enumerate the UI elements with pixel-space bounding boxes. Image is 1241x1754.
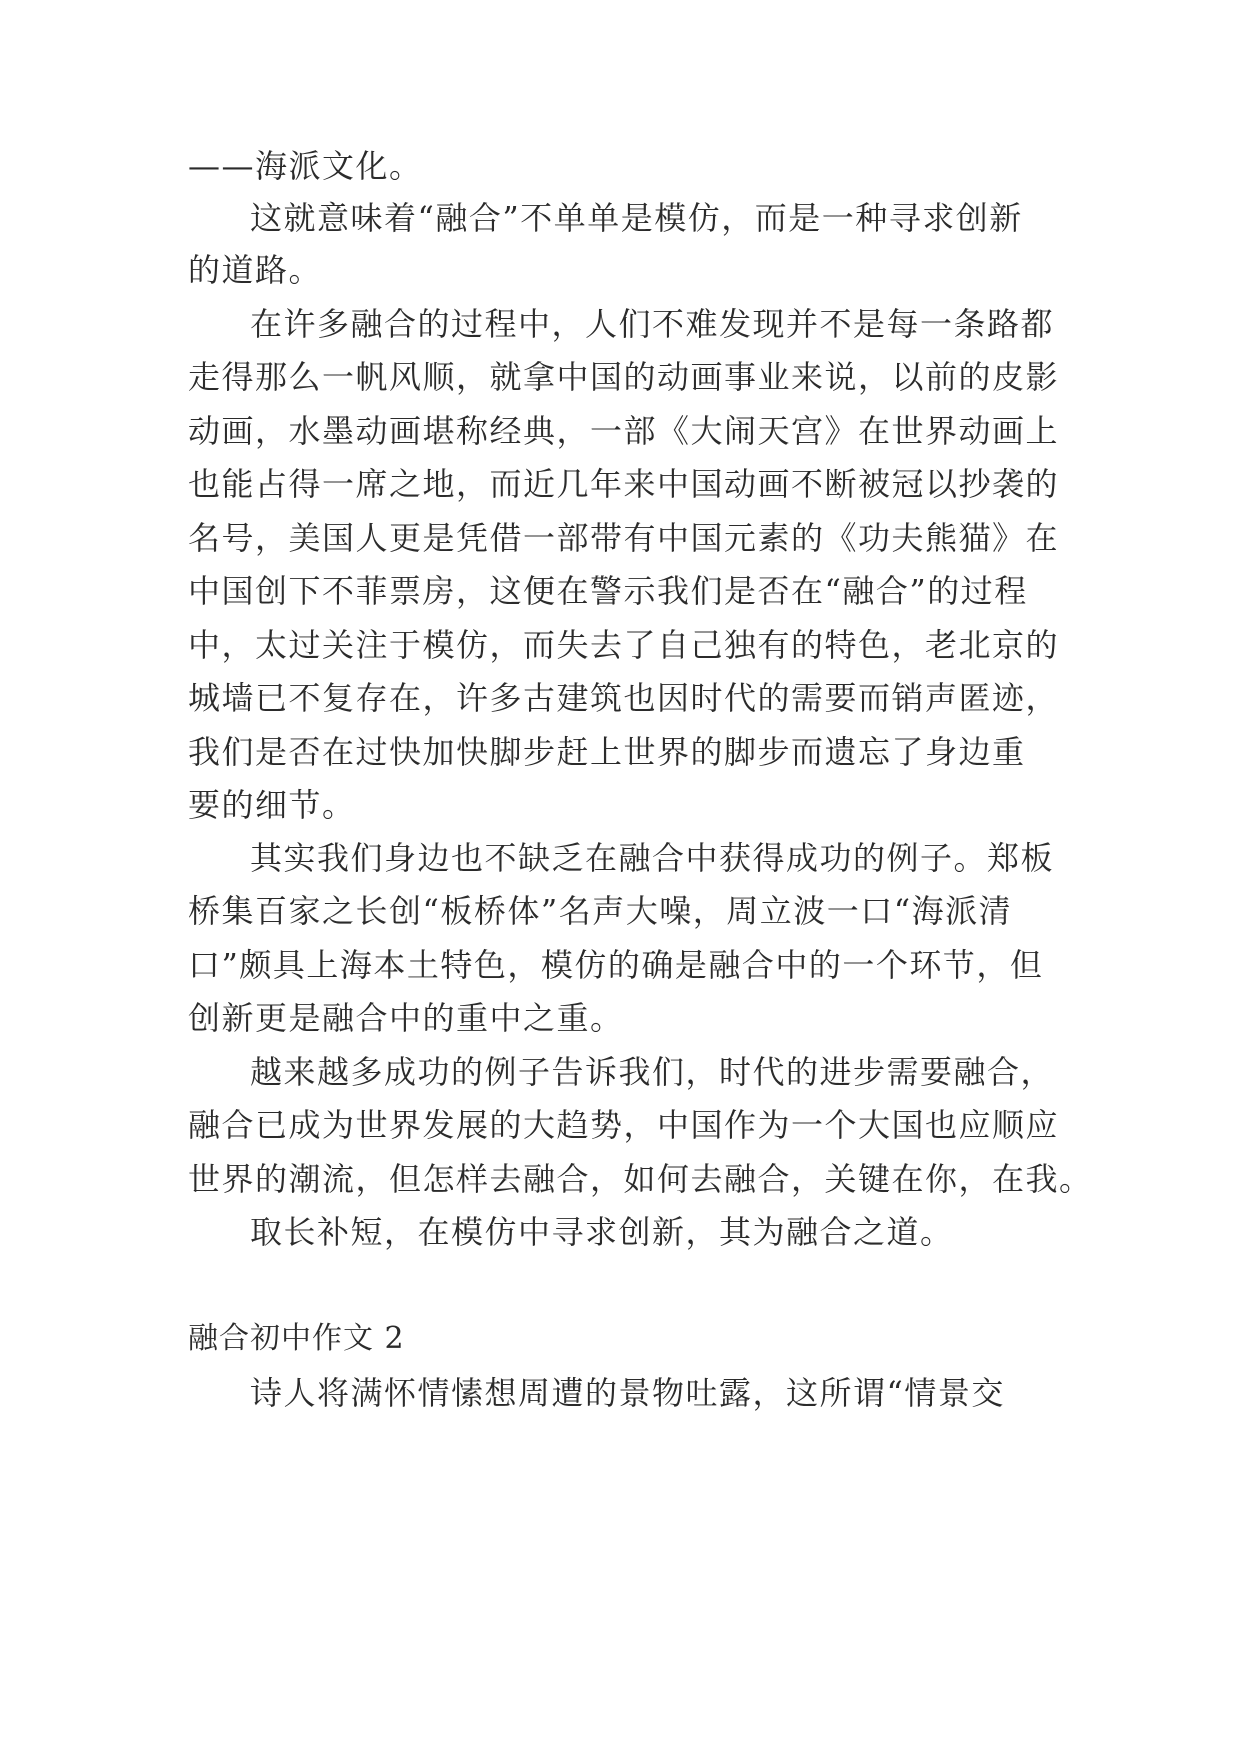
paragraph-line: 要的细节。 xyxy=(188,786,356,824)
paragraph-line: 创新更是融合中的重中之重。 xyxy=(188,999,624,1037)
paragraph-line: 这就意味着“融合”不单单是模仿，而是一种寻求创新 xyxy=(250,199,1023,237)
paragraph-line: 取长补短，在模仿中寻求创新，其为融合之道。 xyxy=(250,1213,954,1251)
paragraph-line: 越来越多成功的例子告诉我们，时代的进步需要融合， xyxy=(250,1053,1055,1091)
paragraph-line: 动画，水墨动画堪称经典，一部《大闹天宫》在世界动画上 xyxy=(188,412,1060,450)
paragraph-line: 世界的潮流，但怎样去融合，如何去融合，关键在你，在我。 xyxy=(188,1160,1093,1198)
paragraph-line: 中国创下不菲票房，这便在警示我们是否在“融合”的过程 xyxy=(188,572,1028,610)
paragraph-line: 口”颇具上海本土特色，模仿的确是融合中的一个环节，但 xyxy=(188,946,1044,984)
paragraph-line: 城墙已不复存在，许多古建筑也因时代的需要而销声匿迹， xyxy=(188,679,1060,717)
paragraph-line: 中，太过关注于模仿，而失去了自己独有的特色，老北京的 xyxy=(188,626,1060,664)
paragraph-line: 在许多融合的过程中，人们不难发现并不是每一条路都 xyxy=(250,305,1055,343)
paragraph-line: 名号，美国人更是凭借一部带有中国元素的《功夫熊猫》在 xyxy=(188,519,1060,557)
paragraph-line: 的道路。 xyxy=(188,251,323,289)
paragraph-line: 我们是否在过快加快脚步赶上世界的脚步而遗忘了身边重 xyxy=(188,733,1026,771)
paragraph-line: 走得那么一帆风顺，就拿中国的动画事业来说，以前的皮影 xyxy=(188,358,1060,396)
paragraph-line: 也能占得一席之地，而近几年来中国动画不断被冠以抄袭的 xyxy=(188,465,1060,503)
essay-heading: 融合初中作文 2 xyxy=(188,1321,405,1356)
paragraph-line: 桥集百家之长创“板桥体”名声大噪，周立波一口“海派清 xyxy=(188,892,1013,930)
paragraph-line: 其实我们身边也不缺乏在融合中获得成功的例子。郑板 xyxy=(250,839,1055,877)
paragraph-line: 诗人将满怀情愫想周遭的景物吐露，这所谓“情景交 xyxy=(250,1374,1005,1412)
paragraph-line: ——海派文化。 xyxy=(188,147,423,185)
paragraph-line: 融合已成为世界发展的大趋势，中国作为一个大国也应顺应 xyxy=(188,1106,1060,1144)
